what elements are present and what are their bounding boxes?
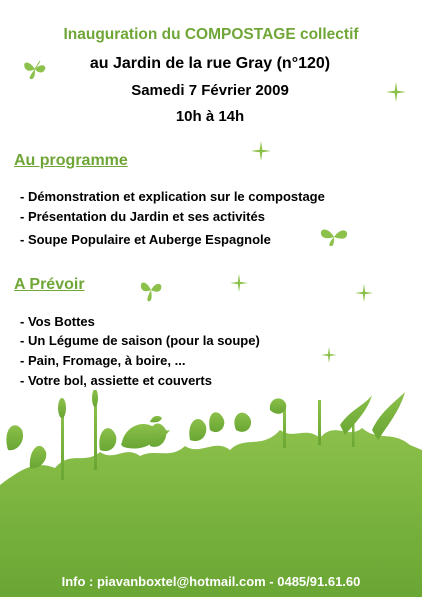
- event-time: 10h à 14h: [175, 108, 245, 125]
- event-title: Inauguration du COMPOSTAGE collectif: [63, 26, 359, 43]
- prevoir-item: - Un Légume de saison (pour la soupe): [20, 333, 260, 348]
- prevoir-heading: A Prévoir: [14, 276, 85, 293]
- butterfly-icon: [318, 226, 350, 248]
- event-location: au Jardin de la rue Gray (n°120): [89, 55, 331, 72]
- footer-contact: Info : piavanboxtel@hotmail.com - 0485/91.61.60: [61, 574, 361, 589]
- butterfly-icon: [138, 276, 164, 304]
- sparkle-icon: [251, 141, 271, 161]
- programme-item: - Soupe Populaire et Auberge Espagnole: [20, 232, 271, 247]
- sparkle-icon: [355, 284, 373, 302]
- prevoir-item: - Pain, Fromage, à boire, ...: [20, 353, 186, 368]
- garden-silhouette: [0, 390, 422, 597]
- butterfly-icon: [22, 56, 48, 82]
- programme-item: - Présentation du Jardin et ses activités: [20, 209, 265, 224]
- prevoir-item: - Vos Bottes: [20, 314, 95, 329]
- event-date: Samedi 7 Février 2009: [131, 82, 289, 99]
- sparkle-icon: [386, 82, 406, 102]
- sparkle-icon: [230, 274, 248, 292]
- prevoir-item: - Votre bol, assiette et couverts: [20, 373, 212, 388]
- sparkle-icon: [321, 347, 337, 363]
- programme-item: - Démonstration et explication sur le compostage: [20, 189, 325, 204]
- programme-heading: Au programme: [14, 152, 128, 169]
